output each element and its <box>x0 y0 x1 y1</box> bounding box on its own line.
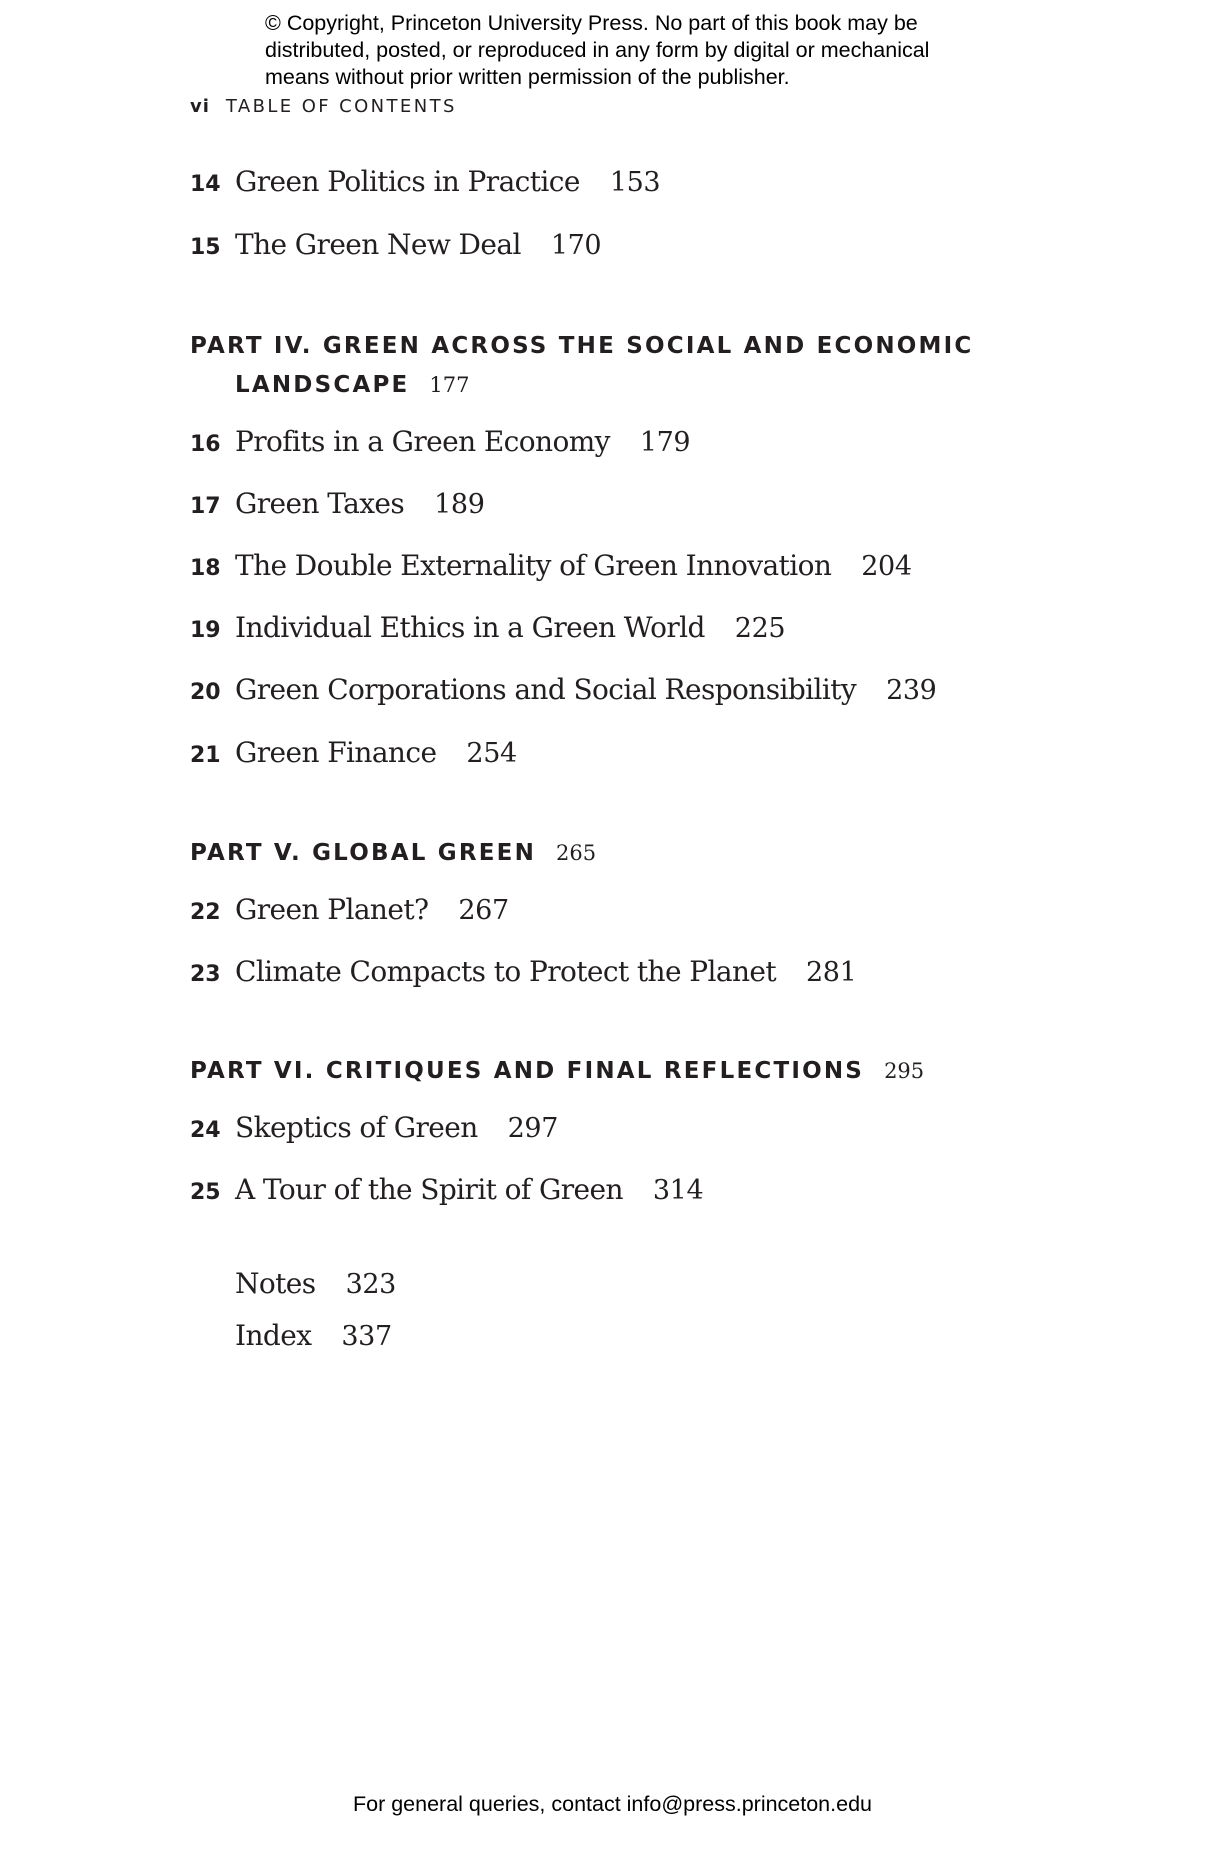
toc-entry-notes[interactable] <box>235 1267 396 1300</box>
toc-entry-chapter-22[interactable] <box>190 893 509 926</box>
chapter-page: 189 <box>434 489 485 520</box>
chapter-page: 179 <box>639 427 691 458</box>
chapter-title: Climate Compacts to Protect the Planet <box>235 955 777 988</box>
chapter-number: 21 <box>190 743 221 768</box>
toc-entry-chapter-14[interactable] <box>190 165 660 198</box>
toc-entry-chapter-24[interactable] <box>190 1111 558 1144</box>
chapter-number: 22 <box>190 900 221 925</box>
part-vi-page: 295 <box>884 1059 925 1083</box>
back-matter-title: Index <box>235 1319 312 1352</box>
page-folio: vi <box>190 96 210 117</box>
toc-entry-chapter-25[interactable] <box>190 1173 703 1206</box>
chapter-page: 297 <box>507 1113 558 1144</box>
chapter-page: 254 <box>466 738 517 769</box>
part-iv-heading-line1[interactable]: PART IV. GREEN ACROSS THE SOCIAL AND ECONOMIC <box>190 333 974 359</box>
toc-entry-chapter-15[interactable] <box>190 228 601 261</box>
part-iv-heading-text: LANDSCAPE <box>235 372 410 398</box>
running-head <box>190 96 457 117</box>
chapter-number: 18 <box>190 556 221 581</box>
chapter-title: A Tour of the Spirit of Green <box>235 1173 623 1206</box>
chapter-number: 23 <box>190 962 221 987</box>
chapter-number: 14 <box>190 172 221 197</box>
part-iv-heading-line2[interactable] <box>235 372 470 398</box>
chapter-number: 19 <box>190 618 221 643</box>
chapter-title: Skeptics of Green <box>235 1111 478 1144</box>
running-head-title: TABLE OF CONTENTS <box>225 96 457 117</box>
chapter-page: 314 <box>652 1175 704 1206</box>
toc-entry-chapter-23[interactable] <box>190 955 856 988</box>
chapter-page: 204 <box>861 551 912 582</box>
chapter-title: Green Politics in Practice <box>235 165 580 198</box>
copyright-notice <box>265 10 985 91</box>
chapter-title: Green Taxes <box>235 487 405 520</box>
copyright-line: distributed, posted, or reproduced in any form by digital or mechanical <box>265 38 930 62</box>
back-matter-page: 323 <box>345 1269 396 1300</box>
chapter-number: 17 <box>190 494 221 519</box>
chapter-title: Green Planet? <box>235 893 429 926</box>
chapter-number: 20 <box>190 680 221 705</box>
chapter-number: 24 <box>190 1118 221 1143</box>
copyright-line: means without prior written permission of the publisher. <box>265 65 790 89</box>
back-matter-title: Notes <box>235 1267 316 1300</box>
part-v-heading[interactable] <box>190 840 596 866</box>
chapter-page: 281 <box>806 957 857 988</box>
chapter-title: The Green New Deal <box>235 228 521 261</box>
chapter-title: Profits in a Green Economy <box>235 425 610 458</box>
part-vi-heading-text: PART VI. CRITIQUES AND FINAL REFLECTIONS <box>190 1058 865 1084</box>
footer-contact: For general queries, contact info@press.princeton.edu <box>352 1792 872 1816</box>
chapter-number: 16 <box>190 432 221 457</box>
toc-entry-chapter-19[interactable] <box>190 611 785 644</box>
chapter-page: 225 <box>734 613 786 644</box>
part-v-heading-text: PART V. GLOBAL GREEN <box>190 840 537 866</box>
chapter-number: 25 <box>190 1180 221 1205</box>
chapter-number: 15 <box>190 235 221 260</box>
chapter-title: Green Corporations and Social Responsibility <box>235 673 857 706</box>
chapter-page: 239 <box>886 675 937 706</box>
toc-entry-chapter-21[interactable] <box>190 736 517 769</box>
chapter-page: 170 <box>550 230 602 261</box>
toc-entry-chapter-16[interactable] <box>190 425 690 458</box>
copyright-line: © Copyright, Princeton University Press. No part of this book may be <box>265 11 918 35</box>
chapter-title: Individual Ethics in a Green World <box>235 611 705 644</box>
part-v-page: 265 <box>556 841 597 865</box>
toc-entry-index[interactable] <box>235 1319 392 1352</box>
toc-entry-chapter-17[interactable] <box>190 487 485 520</box>
part-iv-page: 177 <box>429 373 470 397</box>
chapter-page: 267 <box>458 895 509 926</box>
toc-entry-chapter-20[interactable] <box>190 673 936 706</box>
chapter-page: 153 <box>609 167 661 198</box>
chapter-title: The Double Externality of Green Innovation <box>235 549 832 582</box>
chapter-title: Green Finance <box>235 736 437 769</box>
part-vi-heading[interactable] <box>190 1058 924 1084</box>
toc-entry-chapter-18[interactable] <box>190 549 912 582</box>
back-matter-page: 337 <box>341 1321 392 1352</box>
